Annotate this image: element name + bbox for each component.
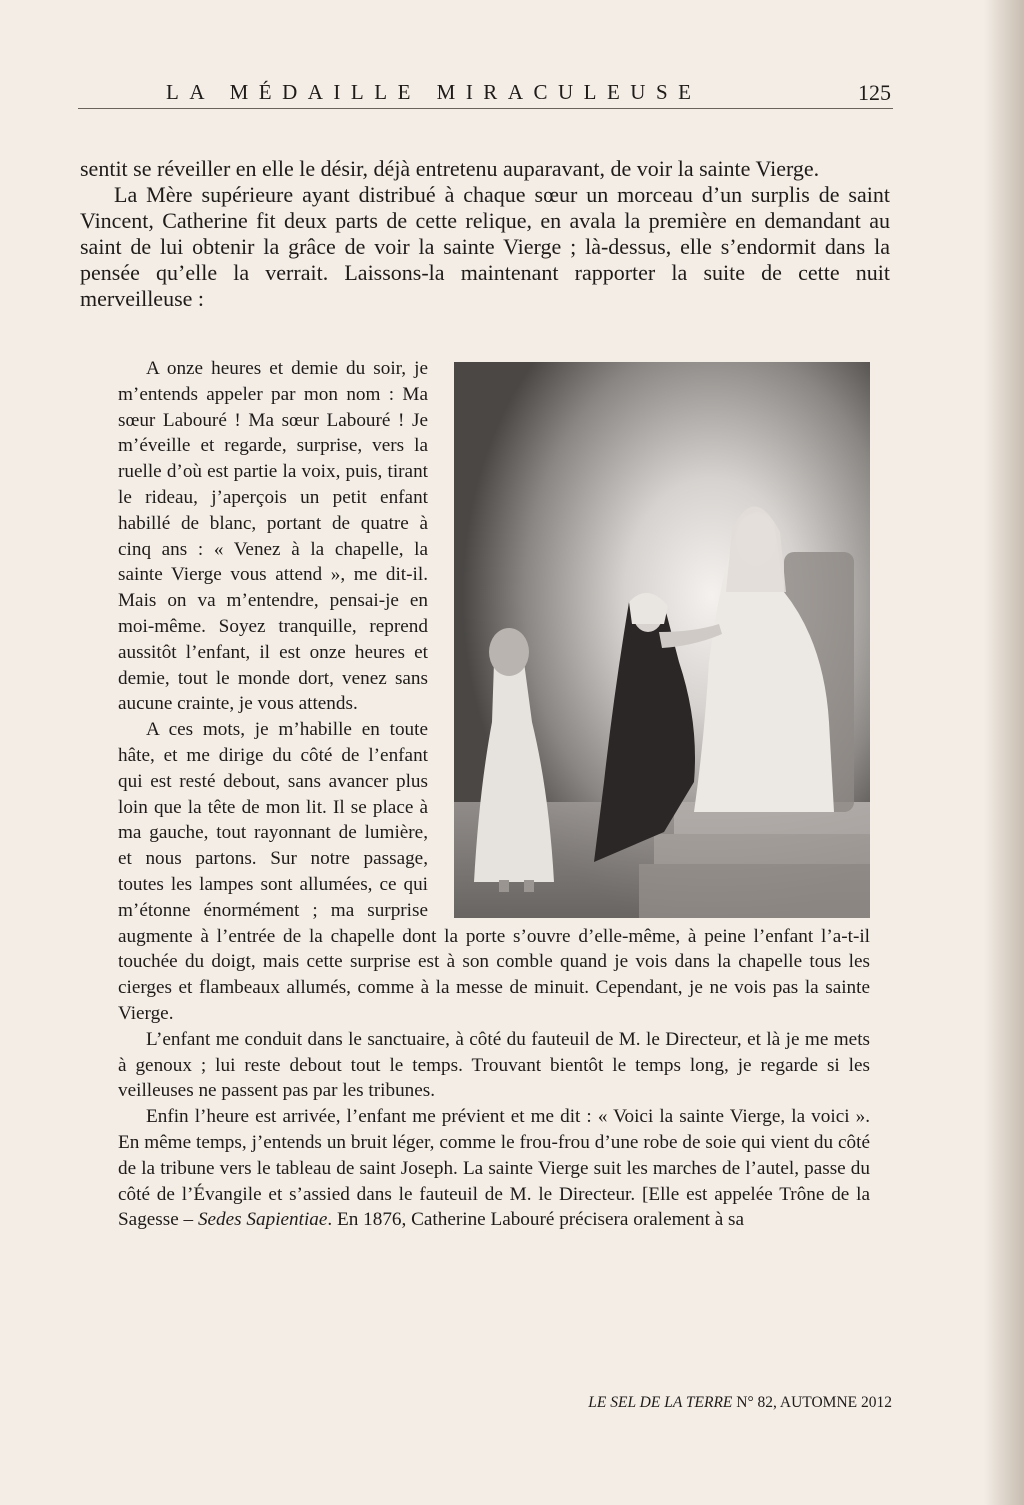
quote-paragraph-1: A onze heures et demie du soir, je m’entends appeler par mon nom : Ma sœur Labouré ! Ma sœur Labouré ! Je m’éveille et regarde, surprise, vers la ruelle d’où est partie la voix, puis, tirant le rideau, j’aperçois un petit enfant habillé de blanc, portant de quatre à cinq ans : « Venez à la chapelle, la sainte Vierge vous attend », me dit-il. Mais on va m’entendre, pensai-je en moi-même. Soyez tranquille, reprend aussitôt l’enfant, il est onze heures et demie, tout le monde dort, venez sans aucune crainte, je vous attends. — [118, 358, 428, 715]
quote-paragraph-4 — [118, 1104, 870, 1233]
page-edge-shadow — [984, 0, 1024, 1505]
journal-issue: N° 82, AUTOMNE 2012 — [732, 1394, 892, 1411]
intro-paragraph-1: sentit se réveiller en elle le désir, déjà entretenu auparavant, de voir la sainte Vierge. — [80, 156, 820, 181]
journal-name: LE SEL DE LA TERRE — [588, 1394, 733, 1411]
quote-paragraph-2: A ces mots, je m’habille en toute hâte, et me dirige du côté de l’enfant qui est resté debout, sans avancer plus loin que la tête de mon lit. Il se place à ma gauche, tout rayonnant de lumière, et nous partons. Sur notre passage, toutes les lampes sont allumées, ce qui m’étonne énormément ; ma surprise augmente à l’entrée de la chapelle dont la porte s’ouvre d’elle-même, à peine l’enfant l’a-t-il touchée du doigt, mais cette surprise est à son comble quand je vois dans la chapelle tous les cierges et flambeaux allumés, comme à la messe de minuit. Cependant, je ne vois pas la sainte Vierge. — [118, 719, 870, 1024]
block-quote — [118, 356, 870, 1233]
sedes-sapientiae: Sedes Sapientiae — [197, 1209, 328, 1231]
apparition-illustration — [454, 362, 870, 918]
quote-paragraph-4-start: Enfin l’heure est arrivée, l’enfant me prévient et me dit : « Voici la sainte Vierge, la voici ». En même temps, j’entends un bruit léger, comme le frou-frou d’une robe de soie qui vient du côté de la tribune vers le tableau de saint Joseph. La sainte Vierge suit les marches de l’autel, passe du côté de l’Évangile et s’assied dans le fauteuil de M. le Directeur. [Elle est appelée Trône de la Sagesse – — [118, 1106, 870, 1231]
intro-text — [80, 156, 890, 312]
quote-paragraph-4-end: . En 1876, Catherine Labouré précisera oralement à sa — [327, 1209, 745, 1231]
intro-paragraph-2: La Mère supérieure ayant distribué à chaque sœur un morceau d’un surplis de saint Vincent, Catherine fit deux parts de cette relique, en avala la première en demandant au saint de lui obtenir la grâce de voir la sainte Vierge ; là-dessus, elle s’endormit dans la pensée qu’elle la verrait. Laissons-la maintenant rapporter la suite de cette nuit merveilleuse : — [80, 182, 890, 311]
quote-paragraph-3: L’enfant me conduit dans le sanctuaire, à côté du fauteuil de M. le Directeur, et là je me mets à genoux ; lui reste debout tout le temps. Trouvant bientôt le temps long, je regarde si les veilleuses ne passent pas par les tribunes. — [118, 1028, 870, 1102]
page-number: 125 — [858, 80, 891, 105]
running-header — [78, 78, 893, 109]
running-title: LA MÉDAILLE MIRACULEUSE — [166, 80, 702, 104]
apparition-image — [454, 362, 870, 918]
footer — [588, 1394, 892, 1412]
